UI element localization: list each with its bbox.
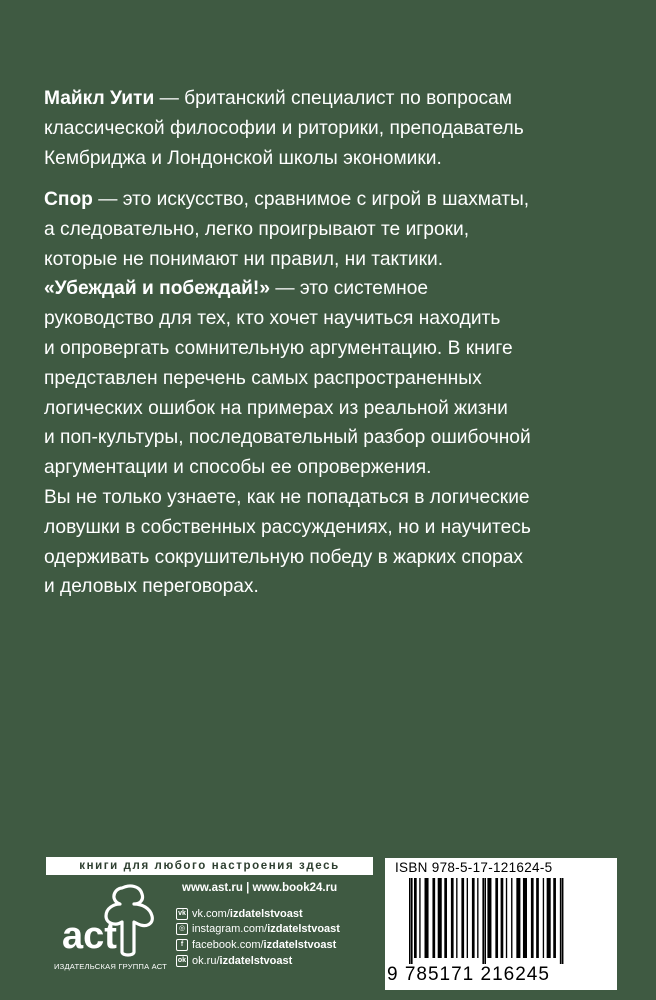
- barcode-bar: [560, 878, 562, 964]
- social-link-facebook[interactable]: f facebook.com/ izdatelstvoast: [176, 937, 340, 953]
- barcode-bar: [444, 878, 447, 958]
- publisher-caption: ИЗДАТЕЛЬСКАЯ ГРУППА АСТ: [54, 962, 168, 971]
- publisher-logo: [54, 882, 174, 972]
- social-link-vk[interactable]: vk vk.com/ izdatelstvoast: [176, 906, 340, 922]
- author-bio-line-2: классической философии и риторики, преподаватель: [44, 117, 524, 139]
- barcode-bar: [523, 878, 527, 958]
- author-name: Майкл Уити: [44, 88, 155, 109]
- description-line: и поп-культуры, последовательный разбор ошибочной: [44, 427, 531, 449]
- barcode-bar: [456, 878, 457, 958]
- social-link-instagram[interactable]: ◎ instagram.com/ izdatelstvoast: [176, 922, 340, 938]
- description-line: Спор — это искусство, сравнимое с игрой в шахматы,: [44, 189, 530, 210]
- social-link-ok[interactable]: ok ok.ru/ izdatelstvoast: [177, 954, 293, 967]
- barcode-bar: [547, 878, 551, 958]
- barcode-bar: [419, 878, 420, 958]
- description-line: а следовательно, легко проигрывают те игроки,: [44, 218, 470, 240]
- description-line: руководство для тех, кто хочет научиться находить: [44, 308, 501, 330]
- description-line: и опровергать сомнительную аргументацию. В книге: [44, 337, 513, 359]
- social-links: [176, 906, 340, 968]
- description-line: которые не понимают ни правил, ни тактики.: [44, 248, 444, 270]
- description-line: ловушки в собственных рассуждениях, но и научитесь: [44, 516, 531, 538]
- barcode-bar: [562, 878, 564, 964]
- barcode-bar: [511, 878, 512, 958]
- description-line: одерживать сокрушительную победу в жарких спорах: [44, 546, 523, 568]
- barcode-bar: [531, 878, 534, 958]
- description-line: логических ошибок на примерах из реальной жизни: [44, 397, 508, 419]
- author-bio-line-3: Кембриджа и Лондонской школы экономики.: [44, 147, 442, 169]
- ok-icon: ok: [176, 955, 188, 967]
- publisher-websites: www.ast.ru | www.book24.ru: [182, 882, 338, 894]
- vk-icon: vk: [176, 908, 188, 920]
- logo-wordmark: act: [62, 915, 117, 957]
- book-description: [44, 185, 624, 602]
- barcode-bar: [414, 878, 417, 958]
- ast-logo-icon: [60, 882, 170, 960]
- barcode-bar: [432, 878, 435, 958]
- barcode-bar: [482, 878, 484, 964]
- description-line: «Убеждай и побеждай!» — это системное: [44, 278, 429, 300]
- barcode-bar: [477, 878, 478, 958]
- barcode-bar: [501, 878, 504, 958]
- barcode-bar: [438, 878, 442, 958]
- lead-word: Спор: [44, 189, 93, 210]
- barcode-bar: [461, 878, 464, 958]
- barcode-panel: [385, 858, 617, 990]
- description-line: представлен перечень самых распространенных: [44, 367, 482, 389]
- barcode-digits: 9 785171 216245: [387, 964, 550, 985]
- description-line: и деловых переговорах.: [44, 576, 259, 598]
- author-bio: [44, 84, 624, 173]
- barcode-bar: [411, 878, 413, 964]
- barcode-bar: [506, 878, 507, 958]
- barcode-bar: [472, 878, 475, 958]
- instagram-icon: ◎: [176, 923, 188, 935]
- publisher-slogan: книги для любого настроения здесь: [46, 857, 373, 875]
- ean-barcode: [395, 878, 607, 964]
- barcode-bar: [495, 878, 498, 958]
- barcode-bar: [543, 878, 544, 958]
- description-line: Вы не только узнаете, как не попадаться в логические: [44, 486, 530, 508]
- barcode-bar: [536, 878, 539, 958]
- barcode-bar: [467, 878, 468, 958]
- barcode-bar: [425, 878, 429, 958]
- barcode-bar: [516, 878, 520, 958]
- barcode-bar: [553, 878, 556, 958]
- author-bio-line-1: Майкл Уити — британский специалист по вопросам: [44, 88, 512, 109]
- barcode-bar: [409, 878, 411, 964]
- barcode-bar: [487, 878, 491, 958]
- barcode-bar: [484, 878, 486, 964]
- book-title: «Убеждай и побеждай!»: [44, 278, 270, 300]
- description-line: аргументации и способы ее опровержения.: [44, 457, 432, 479]
- barcode-bar: [451, 878, 454, 958]
- facebook-icon: f: [176, 939, 188, 951]
- isbn-label: ISBN 978-5-17-121624-5: [395, 860, 553, 875]
